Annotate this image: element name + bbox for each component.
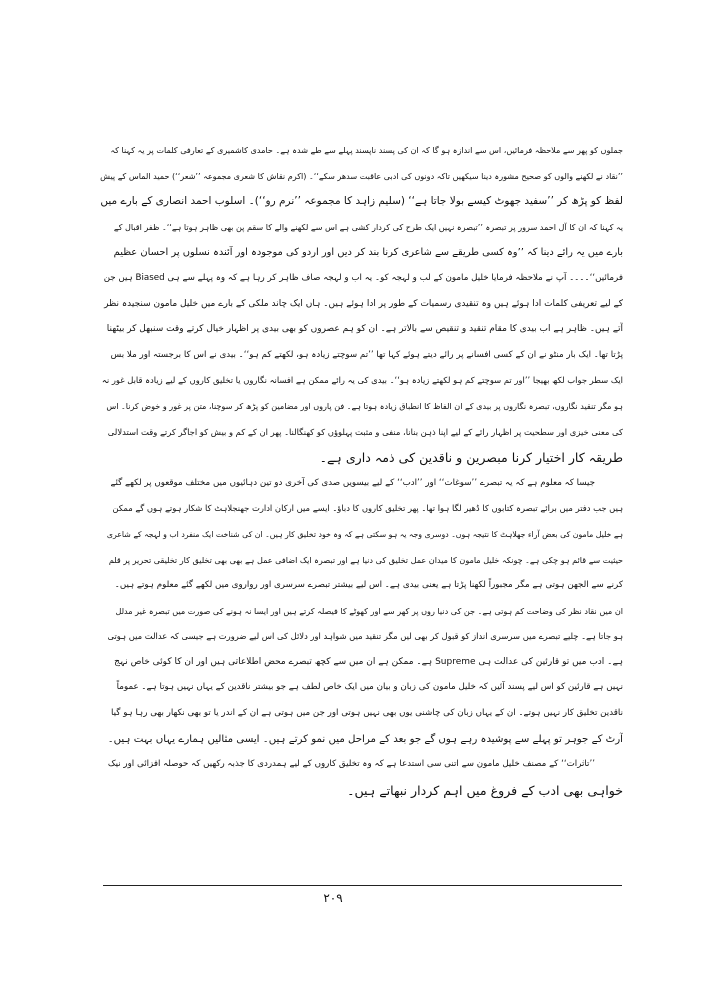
text-line: ہو جاتا ہے۔ چلیے تبصرے میں سرسری انداز کو قبول کر بھی لیں مگر تنقید میں شواہد اور دلائل کی اس لیے ضرورت ہے جیسی کہ عدالت میں ہوتی — [107, 631, 623, 642]
text-line: خواہی بھی ادب کے فروغ میں اہم کردار نبھاتے ہیں۔ — [347, 782, 623, 798]
paragraph-first-line: جیسا کہ معلوم ہے کہ یہ تبصرے ’’سوغات‘‘ اور ’’ادب‘‘ کے لیے بیسویں صدی کی آخری دو تین دہائیوں میں مختلف موقعوں پر لکھے گئے — [110, 477, 595, 488]
text-line: بارے میں یہ رائے دینا کہ ’’وہ کسی طریقے سے شاعری کرنا بند کر دیں اور اردو کی موجودہ اور آئندہ نسلوں پر احسان عظیم — [113, 247, 623, 259]
text-line: ہو مگر تنقید نگاروں، تبصرہ نگاروں پر بیدی کے ان الفاظ کا انطباق زیادہ ہوتا ہے۔ فن پاروں اور مضامین کو پڑھ کر سوچنا، متن پر غور و خوض کرنا۔ اس — [106, 400, 623, 411]
text-line: کرنے سے الجھن ہوتی ہے مگر مجبوراً لکھنا پڑتا ہے یعنی بیدی ہے۔ اس لیے بیشتر تبصرے سرسری اور رواروی میں لکھے گئے معلوم ہوتے ہیں۔ — [114, 580, 623, 591]
text-line: ہے خلیل مامون کی بعض آراء جھلاہٹ کا نتیجہ ہوں۔ دوسری وجہ یہ ہو سکتی ہے کہ وہ خود تخلیق کار ہیں۔ ان کی شناخت ایک منفرد اب و لہجہ کے شاعری — [106, 529, 623, 539]
text-line: کی معنی خیزی اور سطحیت پر اظہار رائے کے لیے اپنا ذہن بنانا، منفی و مثبت پہلوؤں کو کھنگالنا۔ پھر ان کے کم و بیش کو اجاگر کرتے وقت استدلالی — [107, 426, 623, 437]
text-line: لفظ کو پڑھ کر ’’سفید جھوٹ کیسے بولا جاتا ہے‘‘ (سلیم زاہد کا مجموعہ ’’نرم رو‘‘)۔ اسلوب احمد انصاری کے بارے میں — [100, 195, 623, 208]
text-line: فرمائیں‘‘۔۔۔۔ آپ نے ملاحظہ فرمایا خلیل مامون کے لب و لہجہ کو۔ یہ اب و لہجہ صاف ظاہر کر رہا ہے کہ وہ پہلے سے ہی Biased ہیں جن — [103, 272, 623, 283]
text-line: ان میں نقاد نظر کی وضاحت کم ہوتی ہے۔ جن کی دنیا روں پر کھر سے اور کھوٹے کا فیصلہ کرتے ہیں اور ایسا نہ ہونے کی صورت میں تبصرہ غیر مدلل — [115, 605, 623, 616]
footer-rule — [103, 885, 622, 886]
text-line: ’’نقاد نے لکھنے والوں کو صحیح مشورہ دینا سیکھیں تاکہ دونوں کی ادبی عاقبت سدھر سکے‘‘۔ (اکرم نقاش کا شعری مجموعہ ’’شعر‘‘) حمید الماس کے پیش — [100, 170, 623, 181]
page-number: ۲۰۹ — [323, 891, 343, 905]
text-line: ناقدین تخلیق کار نہیں ہوتے۔ ان کے یہاں زبان کی چاشنی یوں بھی نہیں ہوتی اور جن میں ہوتی ہے ان کے اندر یا تو بھی نکھار بھی رہا ہو گیا — [111, 708, 623, 719]
text-line: نہیں ہے قارئین کو اس لیے پسند آئیں کہ خلیل مامون کی زبان و بیان میں ایک خاص لطف ہے جو بیشتر ناقدین کے یہاں نہیں ہوتا ہے۔ عموماً — [116, 682, 623, 693]
text-line: پڑتا تھا۔ ایک بار منٹو نے ان کے کسی افسانے پر رائے دیتے ہوئے کہا تھا ’’تم سوچتے زیادہ ہو، لکھتے کم ہو‘‘۔ بیدی نے اس کا برجستہ اور ملا بس — [110, 349, 623, 360]
text-line: ہیں جب دفتر میں برائے تبصرہ کتابوں کا ڈھیر لگا ہوا تھا۔ پھر تخلیق کاروں کا دباؤ۔ ایسے میں ارکان ادارت جھنجلاہٹ کا شکار ہوتے ہوں گے ممکن — [112, 503, 623, 514]
text-line: ہے۔ ادب میں تو قارئین کی عدالت ہی Supreme ہے۔ ممکن ہے ان میں سے کچھ تبصرے محض اطلاعاتی ہیں اور ان کا کوئی خاص نہج — [114, 656, 623, 667]
text-line: آتے ہیں۔ ظاہر ہے اب بیدی کا مقام تنقید و تنقیص سے بالاتر ہے۔ ان کو ہم عصروں کو بھی بیدی پر اظہار خیال کرتے وقت سنبھل کر بیٹھنا — [106, 324, 623, 335]
text-line: حیثیت سے قائم ہو چکی ہے۔ چونکہ خلیل مامون کا میدان عمل تخلیق کی دنیا ہے اور تبصرہ ایک اضافی عمل ہے بھی بھی تخلیق کار تخلیقی تحریر پر قلم — [108, 554, 623, 565]
text-line: ایک سطر جواب لکھ بھیجا ’’اور تم سوچتے کم ہو لکھتے زیادہ ہو‘‘۔ بیدی کی یہ رائے ممکن ہے افسانہ نگاروں یا تخلیق کاروں کے لیے زیادہ قابل غور نہ — [101, 375, 623, 386]
text-line: کے لیے تعریفی کلمات ادا ہوئے ہیں وہ تنقیدی رسمیات کے طور پر ادا ہوئے ہیں۔ ہاں ایک چاند ملکی کے بارے میں خلیل مامون سنجیدہ نظر — [104, 298, 623, 309]
text-line: یہ کہنا کہ ان کا آل احمد سرور پر تبصرہ ’’تبصرہ نہیں ایک طرح کی کردار کشی ہے اس سے لکھنے والے کا سقم پن بھی ظاہر ہوتا ہے‘‘۔ ظفر اقبال کے — [113, 221, 623, 232]
paragraph-first-line: ’’تاثرات‘‘ کے مصنف خلیل مامون سے اتنی سی استدعا ہے کہ وہ تخلیق کاروں کے لیے ہمدردی کا جذبہ رکھیں کہ حوصلہ افزائی اور نیک — [107, 759, 595, 770]
body-text — [100, 138, 623, 803]
text-line: طریقہ کار اختیار کرنا مبصرین و ناقدین کی ذمہ داری ہے۔ — [319, 450, 623, 466]
text-line: آرٹ کے جوہر تو پہلے سے پوشیدہ رہے ہوں گے جو بعد کے مراحل میں نمو کرتے ہیں۔ ایسی مثالیں ہمارے یہاں بہت ہیں۔ — [107, 733, 623, 745]
text-line: جملوں کو پھر سے ملاحظہ فرمائیں، اس سے اندازہ ہو گا کہ ان کی پسند ناپسند پہلے سے طے شدہ ہے۔ حامدی کاشمیری کے تعارفی کلمات پر یہ کہنا کہ — [110, 145, 623, 155]
